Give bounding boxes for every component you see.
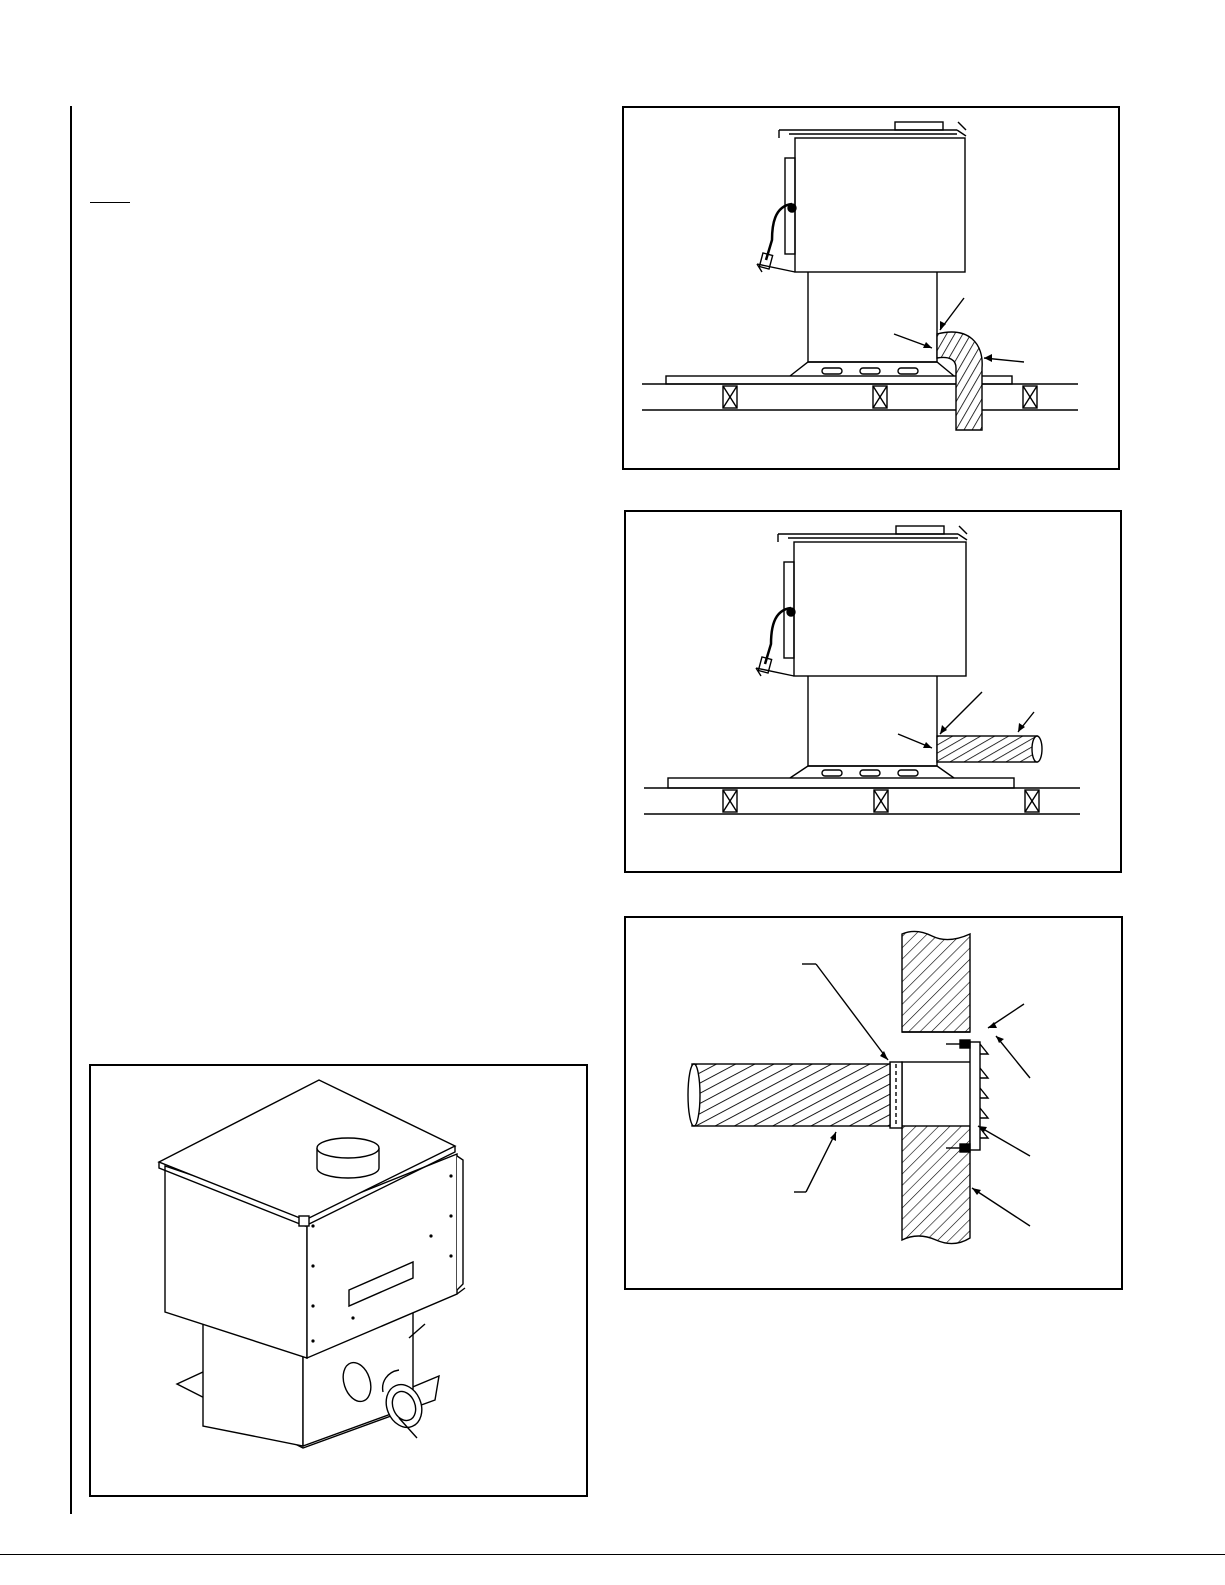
figure-stove-isometric	[89, 1064, 588, 1497]
callout-leader-wall	[972, 1188, 1030, 1226]
exterior-cap-plate	[970, 1042, 980, 1150]
wall-section-upper	[902, 931, 970, 1032]
floor-joist	[723, 386, 737, 408]
callout-leader-louver	[996, 1036, 1030, 1078]
figure-wall-termination	[624, 916, 1123, 1290]
diagram-duct-through-floor	[624, 108, 1122, 472]
exterior-cap-louvers	[980, 1044, 988, 1138]
figure-duct-horizontal	[624, 510, 1122, 873]
diagram-wall-termination	[626, 918, 1125, 1292]
diagram-duct-horizontal	[626, 512, 1124, 875]
footer-rule	[0, 1554, 1225, 1555]
flexible-duct	[692, 1064, 890, 1126]
note-heading-underline	[90, 202, 130, 203]
callout-leader-collar	[940, 692, 982, 734]
stove-side-view	[756, 526, 967, 778]
floor-joist	[873, 386, 887, 408]
diagram-stove-isometric	[91, 1066, 590, 1499]
floor-joist	[1025, 790, 1039, 812]
floor-joist	[1023, 386, 1037, 408]
figure-duct-through-floor	[622, 106, 1120, 470]
mounting-screw	[946, 1040, 970, 1048]
wall-sleeve	[902, 1062, 972, 1126]
callout-leader-screw	[978, 1126, 1030, 1156]
flexible-duct	[937, 332, 982, 430]
floor-joist	[723, 790, 737, 812]
flexible-duct	[937, 736, 1037, 762]
stove-side-view	[757, 122, 966, 376]
flue-collar	[317, 1138, 379, 1178]
hearth-pad	[668, 778, 1014, 788]
top-bracket	[299, 1216, 309, 1226]
floor-joist	[874, 790, 888, 812]
left-margin-rule	[70, 106, 72, 1514]
